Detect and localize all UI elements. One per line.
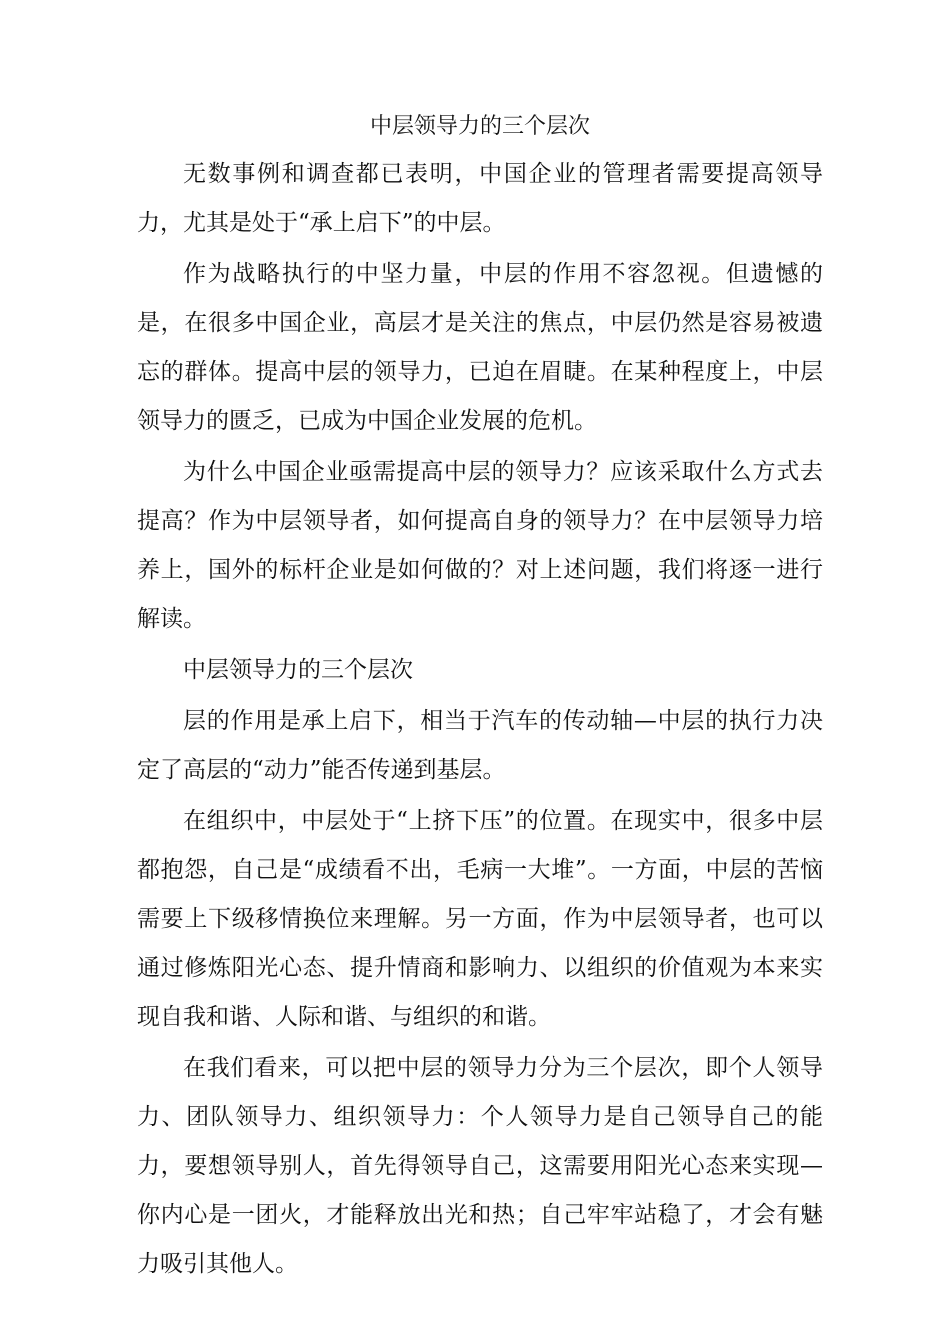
section-heading: 中层领导力的三个层次 [183, 657, 413, 683]
document-body [137, 112, 823, 1291]
paragraph-position: 在组织中，中层处于“上挤下压”的位置。在现实中，很多中层都抱怨，自己是“成绩看不出，毛病一大堆”。一方面，中层的苦恼需要上下级移情换位来理解。另一方面，作为中层领导者，也可以通过修炼阳光心态、提升情商和影响力、以组织的价值观为本来实现自我和谐、人际和谐、与组织的和谐。 [137, 808, 823, 1030]
paragraph-intro: 无数事例和调查都已表明，中国企业的管理者需要提高领导力，尤其是处于“承上启下”的中层。 [137, 161, 823, 236]
paragraph-three-levels: 在我们看来，可以把中层的领导力分为三个层次，即个人领导力、团队领导力、组织领导力：个人领导力是自己领导自己的能力，要想领导别人，首先得领导自己，这需要用阳光心态来实现—你内心是一团火，才能释放出光和热；自己牢牢站稳了，才会有魅力吸引其他人。 [137, 1055, 823, 1277]
document-title: 中层领导力的三个层次 [369, 114, 590, 139]
paragraph-importance: 作为战略执行的中坚力量，中层的作用不容忽视。但遗憾的是，在很多中国企业，高层才是关注的焦点，中层仍然是容易被遗忘的群体。提高中层的领导力，已迫在眉睫。在某种程度上，中层领导力的匮乏，已成为中国企业发展的危机。 [137, 261, 823, 434]
paragraph-role: 层的作用是承上启下，相当于汽车的传动轴—中层的执行力决定了高层的“动力”能否传递到基层。 [137, 708, 823, 783]
paragraph-questions: 为什么中国企业亟需提高中层的领导力？应该采取什么方式去提高？作为中层领导者，如何提高自身的领导力？在中层领导力培养上，国外的标杆企业是如何做的？对上述问题，我们将逐一进行解读。 [137, 459, 823, 632]
